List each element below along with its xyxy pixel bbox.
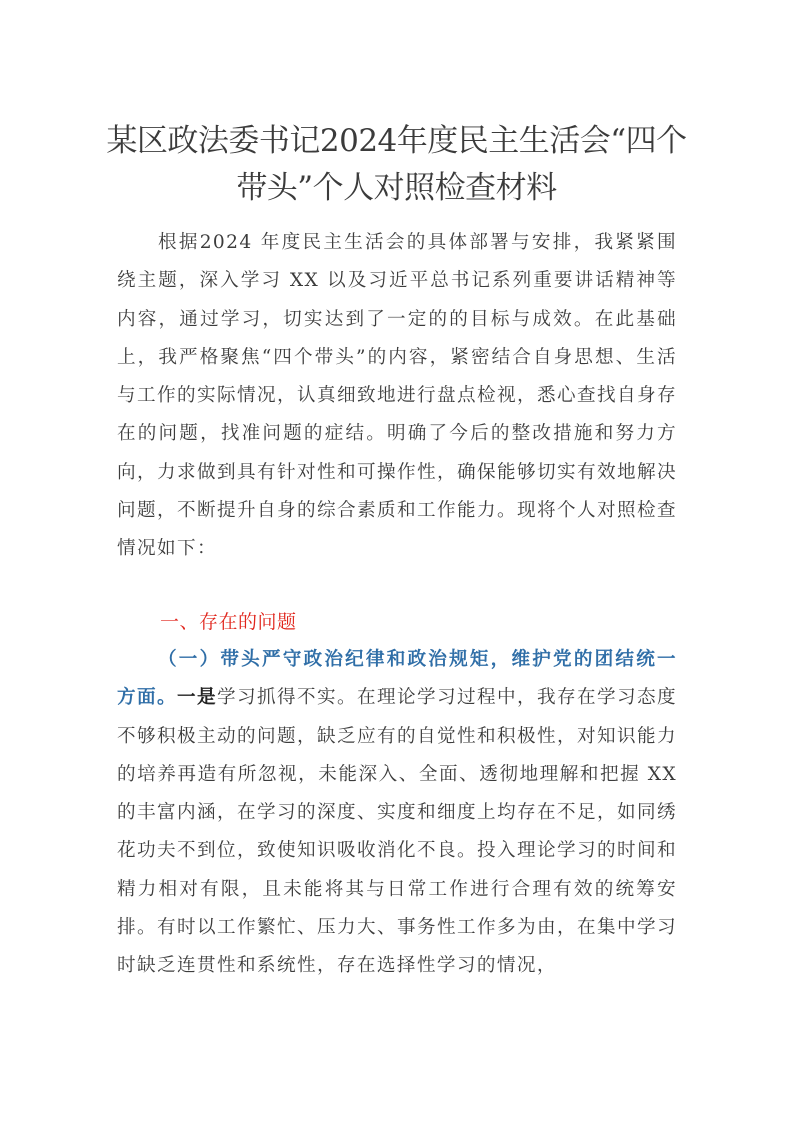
subsection-heading: （一）带头严守政治纪律和政治规矩，维护党的团结统一方面。	[117, 649, 677, 709]
title-line-1: 某区政法委书记2024年度民主生活会“四个	[106, 123, 687, 159]
document-title	[100, 118, 693, 212]
intro-paragraph: 根据2024 年度民主生活会的具体部署与安排，我紧紧围绕主题，深入学习 XX 以及习近平总书记系列重要讲话精神等内容，通过学习，切实达到了一定的的目标与成效。在此基础上，我严格聚焦“四个带头”的内容，紧密结合自身思想、生活与工作的实际情况，认真细致地进行盘点检视，悉心查找自身存在的问题，找准问题的症结。明确了今后的整改措施和努力方向，力求做到具有针对性和可操作性，确保能够切实有效地解决问题，不断提升自身的综合素质和工作能力。现将个人对照检查情况如下：	[117, 232, 677, 560]
section-heading: 一、存在的问题	[160, 611, 297, 633]
title-line-2: 带头”个人对照检查材料	[236, 170, 557, 206]
subsection-paragraph	[117, 641, 677, 986]
point-label: 一是	[177, 687, 217, 709]
point-text: 学习抓得不实。在理论学习过程中，我存在学习态度不够积极主动的问题，缺乏应有的自觉性和积极性，对知识能力的培养再造有所忽视，未能深入、全面、透彻地理解和把握 XX 的丰富内涵，在学习的深度、实度和细度上均存在不足，如同绣花功夫不到位，致使知识吸收消化不良。投入理论学习的时间和精力相对有限，且未能将其与日常工作进行合理有效的统筹安排。有时以工作繁忙、压力大、事务性工作多为由，在集中学习时缺乏连贯性和系统性，存在选择性学习的情况，	[117, 687, 677, 977]
